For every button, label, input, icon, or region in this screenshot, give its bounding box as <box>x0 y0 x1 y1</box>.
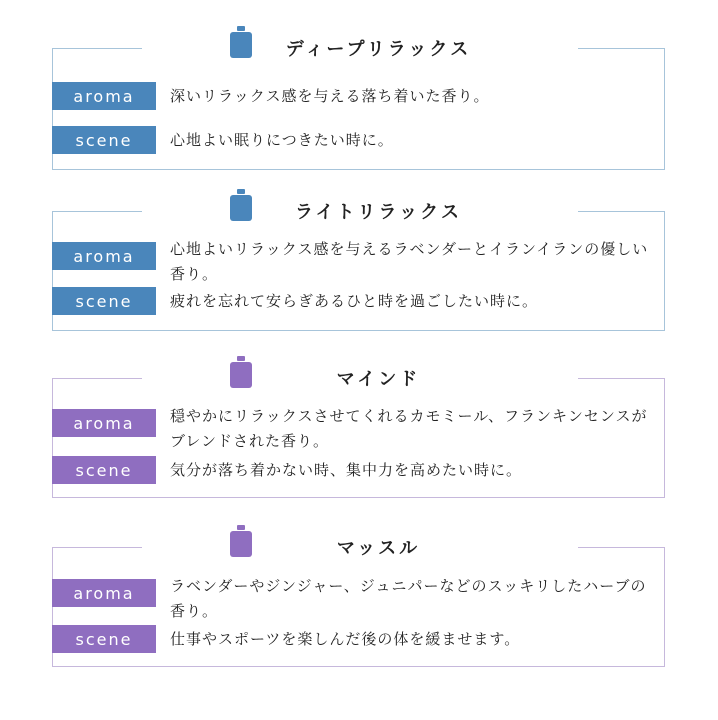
scene-row <box>52 625 665 653</box>
aroma-text: 心地よいリラックス感を与えるラベンダーとイランイランの優しい香り。 <box>170 240 649 283</box>
aroma-text: 深いリラックス感を与える落ち着いた香り。 <box>170 87 490 105</box>
section-title: ライトリラックス <box>295 202 462 223</box>
aroma-tag: aroma <box>52 242 156 270</box>
scene-tag: scene <box>52 625 156 653</box>
scene-text: 心地よい眠りにつきたい時に。 <box>170 131 394 149</box>
aroma-row <box>52 82 665 110</box>
scene-text: 仕事やスポーツを楽しんだ後の体を緩ませます。 <box>170 630 521 648</box>
scene-text: 気分が落ち着かない時、集中力を高めたい時に。 <box>170 461 523 479</box>
scene-tag: scene <box>52 456 156 484</box>
section-mind <box>52 369 665 498</box>
aroma-row <box>52 407 665 450</box>
scene-row <box>52 456 665 484</box>
aroma-tag: aroma <box>52 82 156 110</box>
section-deep-relax <box>52 39 665 170</box>
aroma-text: ラベンダーやジンジャー、ジュニパーなどのスッキリしたハーブの香り。 <box>170 577 647 620</box>
section-title: マッスル <box>336 538 421 559</box>
section-muscle <box>52 538 665 667</box>
aroma-tag: aroma <box>52 579 156 607</box>
section-title: マインド <box>336 369 421 390</box>
section-light-relax <box>52 202 665 331</box>
scene-tag: scene <box>52 287 156 315</box>
aroma-tag: aroma <box>52 409 156 437</box>
scene-row <box>52 126 665 154</box>
scene-row <box>52 287 665 315</box>
scene-text: 疲れを忘れて安らぎあるひと時を過ごしたい時に。 <box>170 292 539 310</box>
section-title: ディープリラックス <box>285 39 472 60</box>
aroma-row <box>52 240 665 283</box>
aroma-row <box>52 577 665 620</box>
aroma-text: 穏やかにリラックスさせてくれるカモミール、フランキンセンスがブレンドされた香り。 <box>170 407 648 450</box>
scene-tag: scene <box>52 126 156 154</box>
